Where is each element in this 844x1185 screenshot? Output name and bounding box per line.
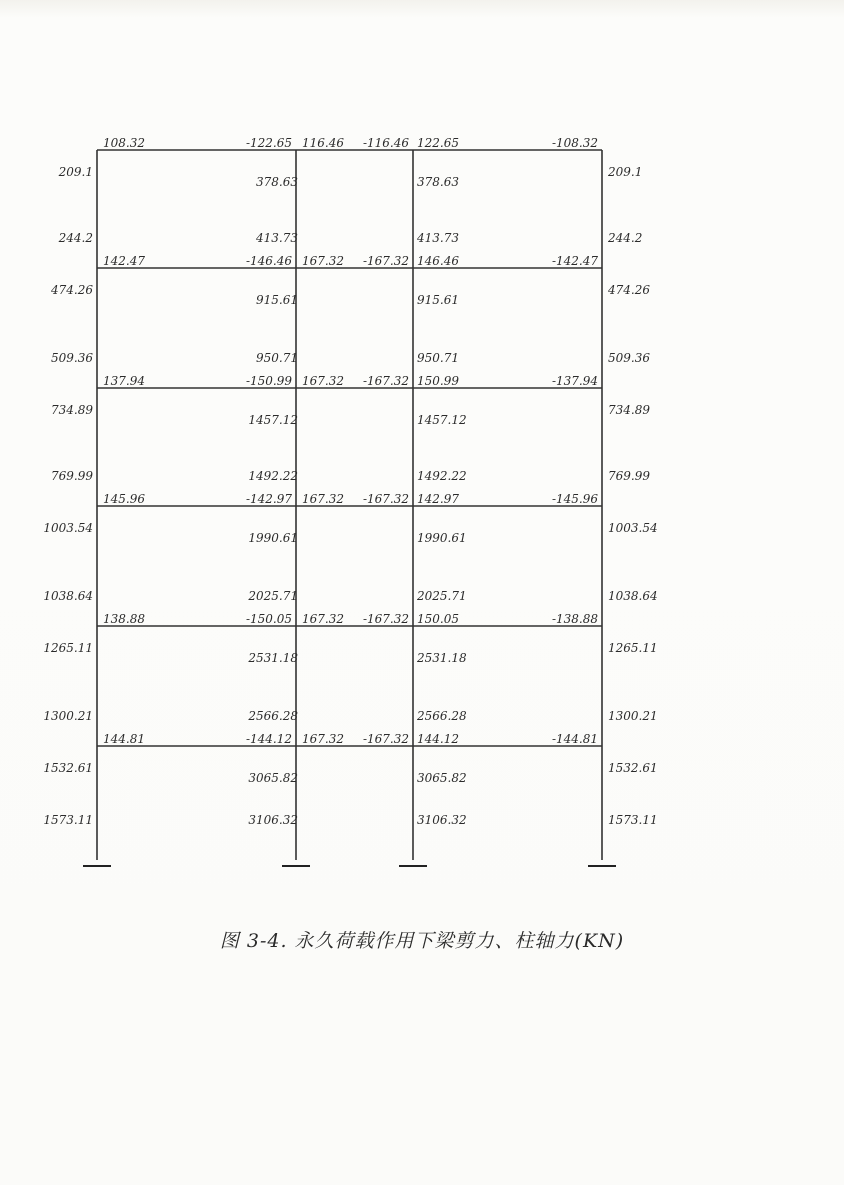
column-axial-label: 950.71 [417,351,459,365]
beam-shear-label: 108.32 [103,136,145,150]
beam-shear-label: -167.32 [362,492,409,506]
beam-shear-label: -142.47 [551,254,598,268]
beam-shear-label: 167.32 [302,254,344,268]
beam-shear-label: -108.32 [551,136,598,150]
figure-caption: 图 3-4. 永久荷载作用下梁剪力、柱轴力(KN) [219,930,625,952]
beam-shear-label: -150.99 [245,374,292,388]
beam-shear-label: -122.65 [245,136,292,150]
column-axial-label: 1457.12 [417,413,467,427]
column-axial-label: 1532.61 [43,761,93,775]
column-axial-label: 2025.71 [417,589,467,603]
column-axial-label: 1038.64 [608,589,658,603]
column-axial-label: 209.1 [608,165,643,179]
frame-members [83,150,616,866]
beam-shear-label: -137.94 [551,374,598,388]
beam-shear-label: -138.88 [551,612,598,626]
column-axial-label: 3106.32 [248,813,298,827]
column-axial-label: 474.26 [608,283,650,297]
beam-shear-label: -167.32 [362,732,409,746]
column-axial-label: 2025.71 [248,589,298,603]
column-axial-label: 734.89 [51,403,93,417]
column-axial-label: 1457.12 [248,413,298,427]
beam-shear-label: 167.32 [302,492,344,506]
beam-shear-label: 116.46 [302,136,344,150]
beam-shear-label: -167.32 [362,374,409,388]
column-axial-label: 2531.18 [248,651,298,665]
column-axial-label: 509.36 [51,351,93,365]
force-labels [43,136,657,827]
column-axial-label: 1573.11 [43,813,93,827]
column-axial-label: 1573.11 [608,813,658,827]
column-axial-label: 474.26 [51,283,93,297]
column-axial-label: 3065.82 [417,771,467,785]
beam-shear-label: -150.05 [245,612,292,626]
beam-shear-label: 138.88 [103,612,145,626]
column-axial-label: 915.61 [256,293,298,307]
column-axial-label: 1492.22 [417,469,467,483]
beam-shear-label: -116.46 [362,136,409,150]
beam-shear-label: 167.32 [302,374,344,388]
beam-shear-label: -145.96 [551,492,598,506]
beam-shear-label: -144.81 [551,732,598,746]
column-axial-label: 1003.54 [608,521,658,535]
column-axial-label: 1300.21 [608,709,658,723]
beam-shear-label: -146.46 [245,254,292,268]
column-axial-label: 2531.18 [417,651,467,665]
column-axial-label: 2566.28 [248,709,298,723]
column-axial-label: 769.99 [608,469,650,483]
column-axial-label: 1990.61 [248,531,298,545]
column-axial-label: 413.73 [256,231,298,245]
column-axial-label: 244.2 [58,231,93,245]
column-axial-label: 769.99 [51,469,93,483]
beam-shear-label: 150.99 [417,374,459,388]
column-axial-label: 413.73 [417,231,459,245]
column-axial-label: 734.89 [608,403,650,417]
beam-shear-label: 142.47 [103,254,145,268]
column-axial-label: 509.36 [608,351,650,365]
beam-shear-label: 122.65 [417,136,459,150]
beam-shear-label: 167.32 [302,612,344,626]
column-axial-label: 950.71 [256,351,298,365]
beam-shear-label: -167.32 [362,612,409,626]
column-axial-label: 1003.54 [43,521,93,535]
column-axial-label: 209.1 [58,165,93,179]
beam-shear-label: 144.12 [417,732,459,746]
column-axial-label: 1532.61 [608,761,658,775]
beam-shear-label: -167.32 [362,254,409,268]
beam-shear-label: 137.94 [103,374,145,388]
column-axial-label: 1300.21 [43,709,93,723]
beam-shear-label: -144.12 [245,732,292,746]
beam-shear-label: 167.32 [302,732,344,746]
beam-shear-label: 144.81 [103,732,145,746]
column-axial-label: 1265.11 [608,641,658,655]
column-axial-label: 1038.64 [43,589,93,603]
column-axial-label: 244.2 [608,231,643,245]
beam-shear-label: 150.05 [417,612,459,626]
column-axial-label: 3106.32 [417,813,467,827]
column-axial-label: 378.63 [256,175,298,189]
column-axial-label: 1265.11 [43,641,93,655]
column-axial-label: 2566.28 [417,709,467,723]
beam-shear-label: -142.97 [245,492,292,506]
beam-shear-label: 145.96 [103,492,145,506]
column-axial-label: 1990.61 [417,531,467,545]
beam-shear-label: 146.46 [417,254,459,268]
column-axial-label: 1492.22 [248,469,298,483]
column-axial-label: 915.61 [417,293,459,307]
column-axial-label: 3065.82 [248,771,298,785]
column-axial-label: 378.63 [417,175,459,189]
beam-shear-label: 142.97 [417,492,459,506]
